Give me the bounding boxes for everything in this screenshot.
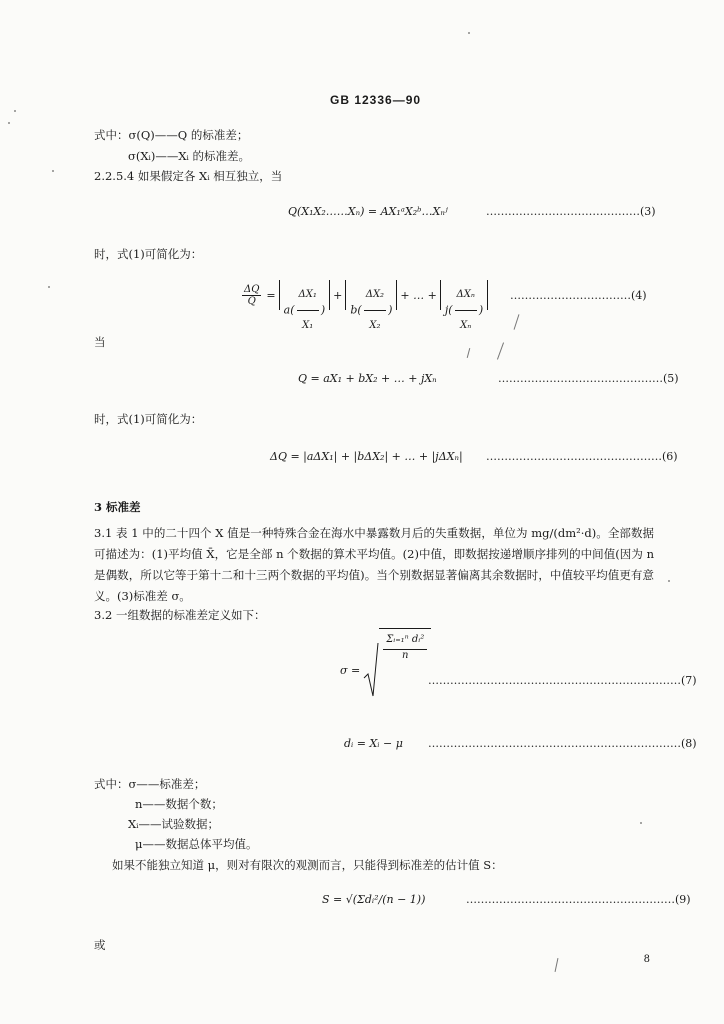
paragraph-3-1: 3.1 表 1 中的二十四个 X 值是一种特殊合金在海水中暴露数月后的失重数据，单位为 mg/(dm²·d)。全部数据可描述为：(1)平均值 X̄，它是全部 n 个数据的算术平均值。(2)中值，即数据按递增顺序排列的中间值(因为 n 是偶数，所以它等于第十二和十三两个数据的平均值)。当个别数据显著偏离其余数据时，中值较平均值更有意义。(3)标准差 σ。 [94, 526, 654, 603]
clause-2-2-5-4: 2.2.5.4 如果假定各 Xᵢ 相互独立，当 [94, 169, 283, 183]
scan-speck [668, 580, 670, 582]
scan-mark [497, 342, 504, 359]
equation-5: Q = aX₁ + bX₂ + … + jXₙ [298, 372, 437, 385]
equation-9: S = √(Σdᵢ²/(n − 1)) [322, 893, 426, 906]
scan-speck [48, 286, 50, 288]
eq4-t3-den: Xₙ [460, 320, 472, 331]
simplified-1: 时，式(1)可简化为： [94, 247, 203, 261]
equation-5-number: ………………………………………(5) [498, 372, 679, 385]
scan-speck [14, 110, 16, 112]
equation-8-number: ……………………………………………………………(8) [428, 737, 697, 750]
paragraph-estimate: 如果不能独立知道 μ，则对有限次的观测而言，只能得到标准差的估计值 S： [112, 858, 503, 872]
eq4-t1-den: X₁ [302, 320, 314, 331]
when-label: 当 [94, 335, 106, 349]
where-sigma-xi: σ(Xᵢ)——Xᵢ 的标准差。 [128, 149, 250, 163]
equation-4: $\frac{\Delta Q}{Q}$ = a( $\frac{\text{ΔX₁}}{\text{X₁}}$ ) + b( $\frac{\text{ΔX₂}}{\text{X₂}}$ ) + … + j( $\frac{\text{ΔXₙ}}{\text{Xₙ}}$ ) [240, 280, 488, 310]
scan-mark [514, 314, 520, 330]
eq7-numerator: Σᵢ₌₁ⁿ dᵢ² [383, 631, 427, 650]
equation-6-number: …………………………………………(6) [486, 450, 678, 463]
equation-7: σ = $\frac{\text{Σᵢ₌₁ⁿ dᵢ²}}{n}$ [340, 642, 431, 698]
equation-8: dᵢ = Xᵢ − μ [344, 737, 403, 750]
equation-6: ΔQ = |aΔX₁| + |bΔX₂| + … + |jΔXₙ| [270, 450, 463, 463]
eq4-lhs [242, 284, 261, 307]
eq4-t2-den: X₂ [369, 320, 381, 331]
equation-9-number: …………………………………………………(9) [466, 893, 691, 906]
eq4-t2-num: ΔX₂ [364, 280, 386, 311]
standard-header: GB 12336—90 [330, 93, 422, 107]
equation-3: Q(X₁X₂……Xₙ) = AX₁ᵃX₂ᵇ…Xₙʲ [288, 205, 448, 218]
scan-speck [8, 122, 10, 124]
eq4-lhs-den: Q [247, 295, 256, 307]
scan-mark [555, 958, 559, 972]
scan-speck [52, 170, 54, 172]
where-mu: μ——数据总体平均值。 [135, 837, 258, 851]
sqrt-sign-icon [363, 642, 379, 698]
scan-mark [467, 348, 471, 358]
eq4-t3-num: ΔXₙ [455, 280, 477, 311]
eq4-term-b: b( $\frac{\text{ΔX₂}}{\text{X₂}}$ ) [345, 280, 397, 310]
where-n: n——数据个数； [135, 797, 223, 811]
where-sigma: 式中：σ——标准差； [94, 777, 206, 791]
scan-speck [640, 822, 642, 824]
simplified-2: 时，式(1)可简化为： [94, 412, 203, 426]
equation-7-number: ……………………………………………………………(7) [428, 674, 697, 687]
scan-speck [468, 32, 470, 34]
paragraph-3-2: 3.2 一组数据的标准差定义如下： [94, 608, 266, 622]
eq4-term-j: j( $\frac{\text{ΔXₙ}}{\text{Xₙ}}$ ) [440, 280, 488, 310]
equation-4-number: ……………………………(4) [510, 289, 647, 302]
eq4-lhs-num: ΔQ [244, 283, 260, 295]
or-label: 或 [94, 938, 106, 952]
equation-3-number: ……………………………………(3) [486, 205, 656, 218]
where-sigma-q: 式中：σ(Q)——Q 的标准差； [94, 128, 249, 142]
eq7-denominator: n [402, 649, 409, 661]
eq4-t1-num: ΔX₁ [297, 280, 319, 311]
eq4-term-a: a( $\frac{\text{ΔX₁}}{\text{X₁}}$ ) [279, 280, 331, 310]
where-xi: Xᵢ——试验数据； [128, 817, 219, 831]
page-number: 8 [643, 954, 650, 965]
section-3-heading: 3 标准差 [94, 500, 141, 514]
